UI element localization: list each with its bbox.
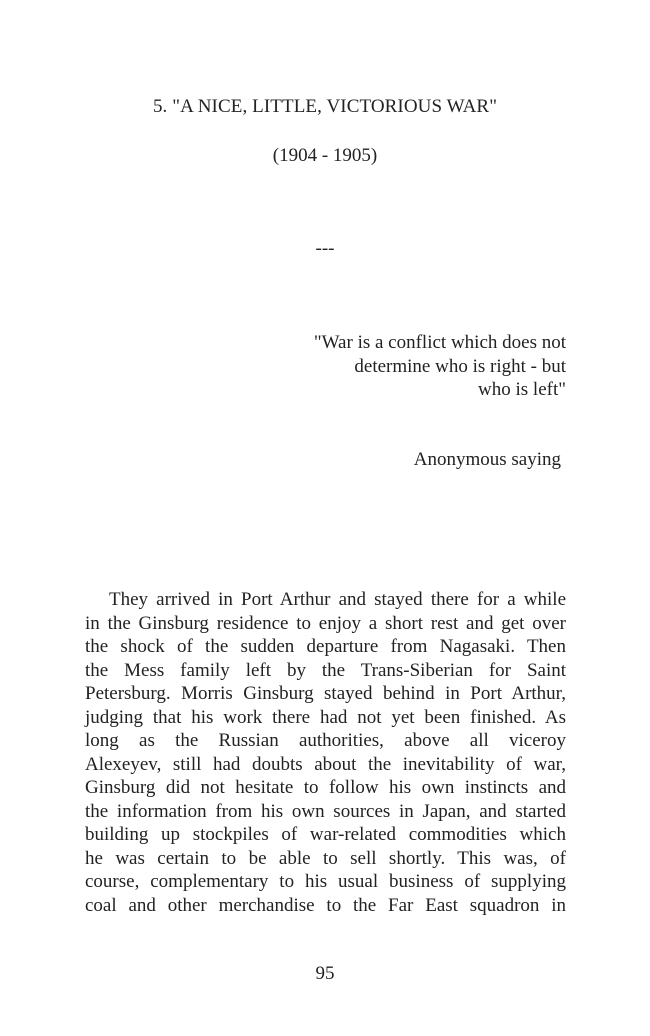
body-line: Alexeyev, still had doubts about the inevitability of war, — [85, 753, 566, 775]
body-line: course, complementary to his usual business of supplying — [85, 871, 566, 892]
body-line: the Mess family left by the Trans-Siberian for Saint — [85, 659, 566, 681]
body-line: the information from his own sources in Japan, and started — [85, 800, 566, 822]
epigraph-line: "War is a conflict which does not — [313, 332, 566, 353]
body-line: building up stockpiles of war-related commodities which — [85, 824, 566, 845]
epigraph-attribution: Anonymous saying — [413, 449, 561, 470]
page-number: 95 — [315, 963, 335, 984]
epigraph — [280, 331, 566, 402]
body-paragraph — [85, 588, 566, 917]
body-line: in the Ginsburg residence to enjoy a short rest and get over — [85, 612, 566, 634]
epigraph-line: determine who is right - but — [354, 355, 566, 377]
body-line: judging that his work there had not yet been finished. As — [85, 706, 566, 728]
body-line: coal and other merchandise to the Far East squadron in — [85, 894, 566, 916]
chapter-dates: (1904 - 1905) — [272, 145, 378, 166]
chapter-title: 5. "A NICE, LITTLE, VICTORIOUS WAR" — [152, 96, 498, 117]
epigraph-line: who is left" — [478, 379, 566, 400]
body-line: Ginsburg did not hesitate to follow his own instincts and — [85, 777, 566, 798]
body-line: Petersburg. Morris Ginsburg stayed behind in Port Arthur, — [85, 683, 566, 704]
section-separator: --- — [315, 238, 335, 259]
body-line: long as the Russian authorities, above all viceroy — [85, 730, 566, 751]
body-line: the shock of the sudden departure from Nagasaki. Then — [85, 636, 566, 657]
body-line: They arrived in Port Arthur and stayed there for a while — [109, 589, 566, 610]
body-line: he was certain to be able to sell shortly. This was, of — [85, 847, 566, 869]
